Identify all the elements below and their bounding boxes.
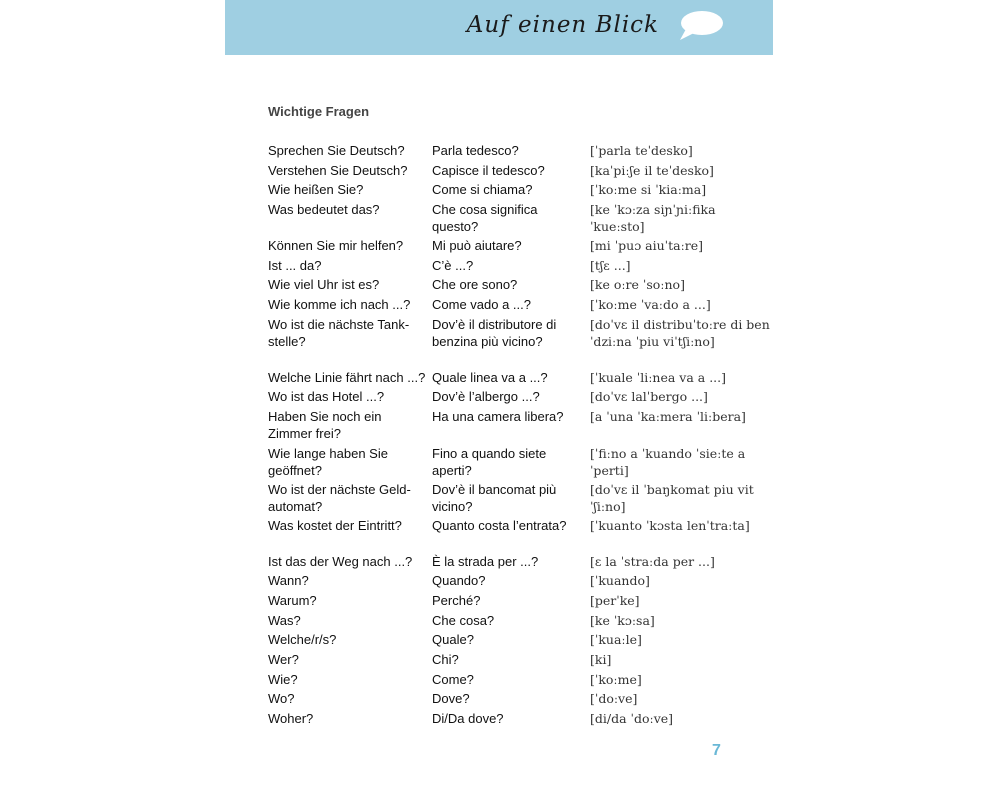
german-phrase: Wo ist der nächste Geld-automat? <box>268 482 411 514</box>
german-phrase: Sprechen Sie Deutsch? <box>268 143 405 158</box>
phonetic-transcription: [ˈkuaːle] <box>590 632 642 647</box>
italian-phrase: Quale? <box>432 632 474 647</box>
phonetic-transcription: [mi ˈpuɔ aiuˈtaːre] <box>590 238 704 253</box>
section-title: Wichtige Fragen <box>268 104 370 119</box>
italian-phrase: Come? <box>432 672 474 687</box>
page-number: 7 <box>712 742 721 759</box>
german-phrase: Warum? <box>268 593 317 608</box>
header-title: Auf einen Blick <box>466 12 659 38</box>
italian-phrase: Quanto costa l’entrata? <box>432 518 567 533</box>
german-phrase: Wann? <box>268 573 309 588</box>
phonetic-transcription: [kaˈpiːʃe il teˈdesko] <box>590 163 714 178</box>
german-phrase: Wie? <box>268 672 298 687</box>
german-phrase: Wer? <box>268 652 299 667</box>
german-phrase: Woher? <box>268 711 314 726</box>
phonetic-transcription: [doˈvɛ il ˈbaŋkomat piu vitˈʃiːno] <box>590 482 754 514</box>
german-phrase: Was bedeutet das? <box>268 202 380 217</box>
german-phrase: Verstehen Sie Deutsch? <box>268 163 408 178</box>
phonetic-transcription: [ke ˈkɔːza siɲˈɲiːfika ˈkueːsto] <box>590 202 716 234</box>
italian-phrase: Di/Da dove? <box>432 711 504 726</box>
german-phrase: Welche/r/s? <box>268 632 337 647</box>
header-band <box>225 0 773 55</box>
italian-phrase: Capisce il tedesco? <box>432 163 545 178</box>
italian-phrase: Che cosa? <box>432 613 495 628</box>
italian-phrase: Dov’è il distributore di benzina più vicino? <box>432 317 557 349</box>
italian-phrase: Chi? <box>432 652 459 667</box>
phonetic-transcription: [perˈke] <box>590 593 640 608</box>
book-page <box>225 0 773 800</box>
phonetic-transcription: [ˈparla teˈdesko] <box>590 143 693 158</box>
phonetic-transcription: [ˈkoːme si ˈkiaːma] <box>590 182 707 197</box>
phonetic-transcription: [ˈdoːve] <box>590 691 638 706</box>
german-phrase: Können Sie mir helfen? <box>268 238 404 253</box>
phonetic-transcription: [a ˈuna ˈkaːmera ˈliːbera] <box>590 409 746 424</box>
german-phrase: Haben Sie noch ein Zimmer frei? <box>268 409 382 441</box>
german-phrase: Was kostet der Eintritt? <box>268 518 402 533</box>
phonetic-transcription: [ɛ la ˈstraːda per ...] <box>590 554 715 569</box>
german-phrase: Welche Linie fährt nach ...? <box>268 370 426 385</box>
italian-phrase: C’è ...? <box>432 258 474 273</box>
german-phrase: Ist das der Weg nach ...? <box>268 554 413 569</box>
german-phrase: Wo? <box>268 691 295 706</box>
italian-phrase: Come si chiama? <box>432 182 533 197</box>
german-phrase: Wie viel Uhr ist es? <box>268 277 380 292</box>
german-phrase: Wie lange haben Sie geöffnet? <box>268 446 388 478</box>
phonetic-transcription: [ke oːre ˈsoːno] <box>590 277 685 292</box>
phonetic-transcription: [ki] <box>590 652 612 667</box>
italian-phrase: È la strada per ...? <box>432 554 539 569</box>
german-phrase: Wie komme ich nach ...? <box>268 297 411 312</box>
phonetic-transcription: [ˈkuale ˈliːnea va a ...] <box>590 370 726 385</box>
phonetic-transcription: [ˈkuanto ˈkɔsta lenˈtraːta] <box>590 518 750 533</box>
italian-phrase: Perché? <box>432 593 481 608</box>
italian-phrase: Che ore sono? <box>432 277 518 292</box>
phonetic-transcription: [di/da ˈdoːve] <box>590 711 674 726</box>
phonetic-transcription: [tʃɛ ...] <box>590 258 631 273</box>
italian-phrase: Fino a quando siete aperti? <box>432 446 547 478</box>
italian-phrase: Mi può aiutare? <box>432 238 522 253</box>
italian-phrase: Quale linea va a ...? <box>432 370 548 385</box>
italian-phrase: Parla tedesco? <box>432 143 519 158</box>
italian-phrase: Dove? <box>432 691 470 706</box>
german-phrase: Was? <box>268 613 301 628</box>
phonetic-transcription: [doˈvɛ lalˈbergo ...] <box>590 389 708 404</box>
phonetic-transcription: [ˈfiːno a ˈkuando ˈsieːte aˈperti] <box>590 446 746 478</box>
german-phrase: Wo ist das Hotel ...? <box>268 389 385 404</box>
phonetic-transcription: [doˈvɛ il distribuˈtoːre di benˈdziːna ˈpiu viˈtʃiːno] <box>590 317 770 349</box>
italian-phrase: Ha una camera libera? <box>432 409 564 424</box>
speech-bubble-icon <box>676 9 724 43</box>
german-phrase: Ist ... da? <box>268 258 322 273</box>
italian-phrase: Che cosa significa questo? <box>432 202 538 234</box>
phonetic-transcription: [ˈkuando] <box>590 573 650 588</box>
italian-phrase: Come vado a ...? <box>432 297 531 312</box>
italian-phrase: Dov’è il bancomat più vicino? <box>432 482 557 514</box>
phonetic-transcription: [ˈkoːme ˈvaːdo a ...] <box>590 297 711 312</box>
phonetic-transcription: [ˈkoːme] <box>590 672 642 687</box>
italian-phrase: Quando? <box>432 573 486 588</box>
italian-phrase: Dov’è l’albergo ...? <box>432 389 540 404</box>
german-phrase: Wo ist die nächste Tank-stelle? <box>268 317 410 349</box>
phonetic-transcription: [ke ˈkɔːsa] <box>590 613 655 628</box>
german-phrase: Wie heißen Sie? <box>268 182 364 197</box>
